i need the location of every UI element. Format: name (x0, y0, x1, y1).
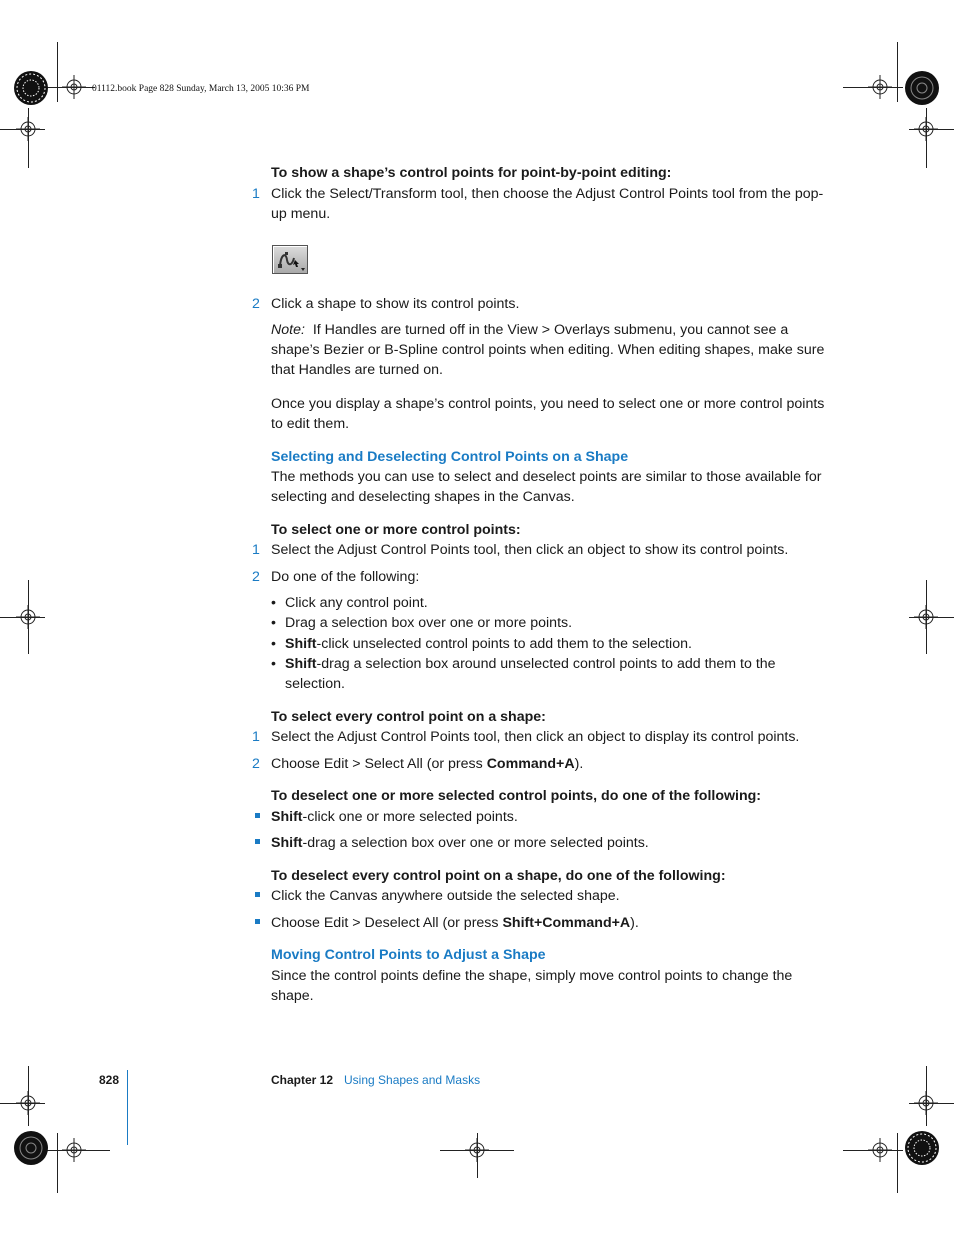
bullet-text-rest: -drag a selection box around unselected control points to add them to the selection. (285, 656, 776, 692)
key-name: Shift (285, 636, 317, 652)
adjust-control-points-tool-icon (272, 245, 308, 274)
list-item-text: -drag a selection box over one or more selected points. (302, 835, 649, 851)
registration-target-icon (868, 1138, 892, 1162)
bullet-marker: • (271, 595, 276, 611)
print-slug: 01112.book Page 828 Sunday, March 13, 2005 10:36 PM (92, 84, 310, 94)
key-name: Shift (271, 809, 303, 825)
square-bullet-icon (255, 813, 260, 818)
bullet-text (285, 654, 825, 694)
note-text: If Handles are turned off in the View > Overlays submenu, you cannot see a shape’s Bezier or B-Spline control points when editing. When editing shapes, make sure that Handles are turned on. (271, 322, 825, 378)
key-name: Shift (271, 835, 303, 851)
note-paragraph (271, 320, 831, 380)
bullet-text: Click any control point. (285, 595, 428, 611)
registration-target-icon (62, 1138, 86, 1162)
section-heading: Moving Control Points to Adjust a Shape (271, 947, 546, 963)
page-number: 828 (99, 1073, 120, 1087)
registration-target-icon (868, 75, 892, 99)
square-bullet-icon (255, 892, 260, 897)
starburst-mark-icon (905, 71, 939, 105)
task-title: To show a shape’s control points for point-by-point editing: (271, 165, 672, 181)
step-number: 2 (252, 756, 260, 772)
registration-target-icon (914, 605, 938, 629)
step-text: Select the Adjust Control Points tool, then click an object to show its control points. (271, 542, 789, 558)
task-title: To select one or more control points: (271, 522, 521, 538)
bullet-marker: • (271, 636, 276, 652)
body-paragraph: Once you display a shape’s control points, you need to select one or more control points to edit them. (271, 396, 825, 432)
square-bullet-icon (255, 919, 260, 924)
list-item: Click the Canvas anywhere outside the selected shape. (271, 888, 620, 904)
bullet-marker: • (271, 615, 276, 631)
key-combo: Shift+Command+A (502, 915, 631, 931)
registration-target-icon (914, 117, 938, 141)
key-name: Shift (285, 656, 317, 672)
list-item (271, 833, 831, 853)
starburst-mark-icon (14, 1131, 48, 1165)
key-combo: Command+A (486, 756, 575, 772)
step-number: 2 (252, 296, 260, 312)
note-label: Note: (271, 322, 305, 338)
chapter-title: Using Shapes and Masks (344, 1073, 481, 1087)
bullet-marker: • (271, 656, 276, 672)
task-title: To deselect one or more selected control points, do one of the following: (271, 788, 762, 804)
registration-target-icon (16, 605, 40, 629)
section-heading: Selecting and Deselecting Control Points on a Shape (271, 449, 629, 465)
step-text: Click a shape to show its control points. (271, 296, 520, 312)
step-text: Click the Select/Transform tool, then choose the Adjust Control Points tool from the pop-up menu. (271, 186, 824, 222)
list-item-text: -click one or more selected points. (302, 809, 518, 825)
step-text-part: Choose Edit > Select All (or press (271, 756, 487, 772)
step-text-part: ). (574, 756, 584, 772)
bullet-text-rest: -click unselected control points to add them to the selection. (316, 636, 692, 652)
registration-target-icon (62, 75, 86, 99)
step-text: Select the Adjust Control Points tool, then click an object to display its control points. (271, 729, 800, 745)
registration-target-icon (465, 1138, 489, 1162)
step-number: 1 (252, 542, 260, 558)
square-bullet-icon (255, 839, 260, 844)
registration-target-icon (16, 1091, 40, 1115)
task-title: To select every control point on a shape: (271, 709, 546, 725)
starburst-mark-icon (14, 71, 48, 105)
list-item-text: Choose Edit > Deselect All (or press (271, 915, 503, 931)
list-item-text: ). (630, 915, 639, 931)
step-number: 1 (252, 729, 260, 745)
step-text: Do one of the following: (271, 569, 420, 585)
body-paragraph: The methods you can use to select and deselect points are similar to those available for selecting and deselecting shapes in the Canvas. (271, 469, 822, 505)
bullet-text: Drag a selection box over one or more points. (285, 615, 573, 631)
registration-target-icon (914, 1091, 938, 1115)
list-item (271, 807, 831, 827)
bullet-text (285, 634, 825, 654)
body-paragraph: Since the control points define the shape, simply move control points to change the shape. (271, 968, 793, 1004)
step-text (271, 754, 831, 774)
step-number: 1 (252, 186, 260, 202)
chapter-label: Chapter 12 (271, 1073, 334, 1087)
task-title: To deselect every control point on a shape, do one of the following: (271, 868, 726, 884)
step-number: 2 (252, 569, 260, 585)
list-item (271, 913, 831, 933)
registration-target-icon (16, 117, 40, 141)
starburst-mark-icon (905, 1131, 939, 1165)
